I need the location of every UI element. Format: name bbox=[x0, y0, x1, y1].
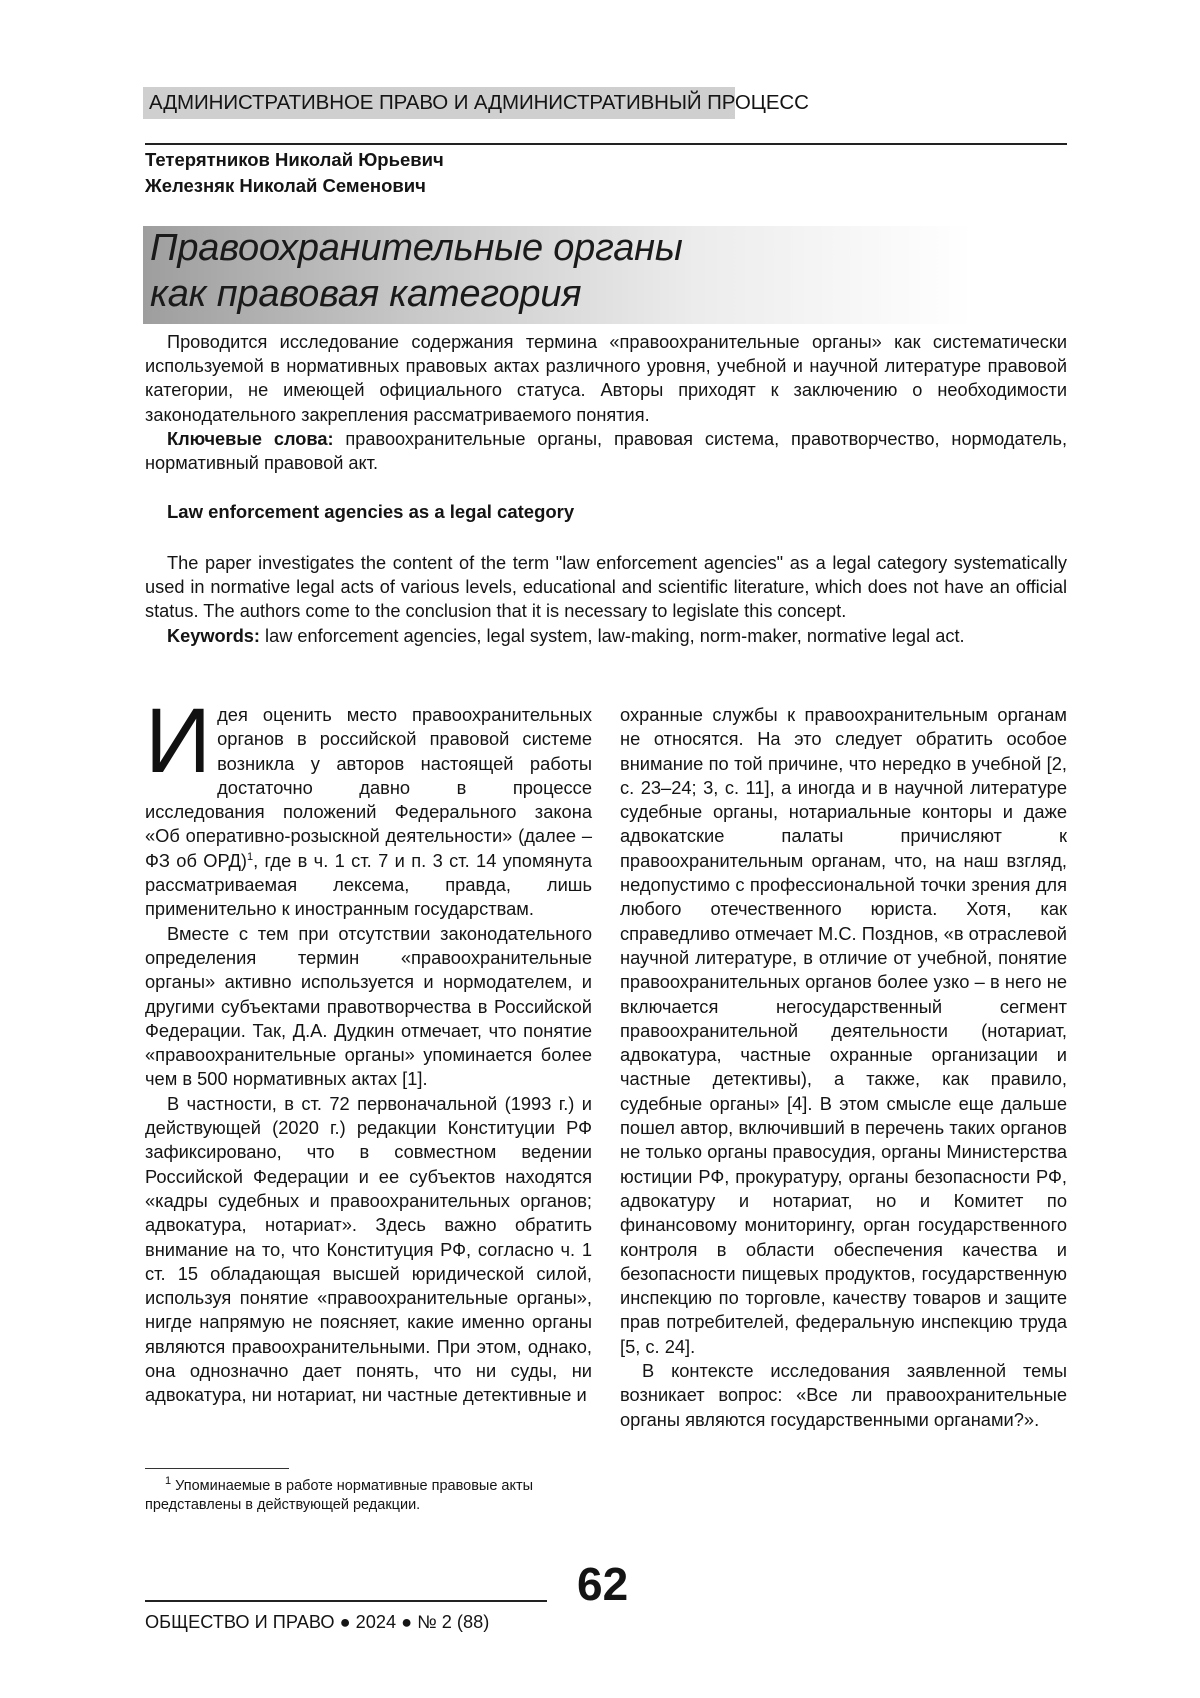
body-paragraph: В частности, в ст. 72 первоначальной (1993 г.) и действующей (2020 г.) редакции Конституции РФ зафиксировано, что в совместном ведении Российской Федерации и ее субъектов находятся «кадры судебных и правоохранительных органов; адвокатура, нотариат». Здесь важно обратить внимание на то, что Конституция РФ, согласно ч. 1 ст. 15 обладающая высшей юридической силой, используя понятие «правоохранительные органы», нигде напрямую не поясняет, какие именно органы являются правоохранительными. При этом, однако, она однозначно дает понять, что ни суды, ни адвокатура, ни нотариат, ни частные детективные и bbox=[145, 1092, 592, 1406]
body-paragraph: охранные службы к правоохранительным органам не относятся. На это следует обратить особое внимание по той причине, что нередко в учебной [2, с. 23–24; 3, с. 11], а иногда и в научной литературе судебные органы, нотариальные конторы и даже адвокатские палаты причисляют к правоохранительным органам, что, на наш взгляд, недопустимо с профессиональной точки зрения для любого отечественного юриста. Хотя, как справедливо отмечает М.С. Позднов, «в отраслевой научной литературе, в отличие от учебной, понятие правоохранительных органов более узко – в него не включается негосударственный сегмент правоохранительной деятельности (нотариат, адвокатура, частные охранные организации и частные детективы), а также, как правило, судебные органы» [4]. В этом смысле еще дальше пошел автор, включивший в перечень таких органов не только органы правосудия, органы Министерства юстиции РФ, прокуратуру, органы безопасности РФ, адвокатуру и нотариат, но и Комитет по финансовому мониторингу, орган государственного контроля в области обеспечения качества и безопасности пищевых продуктов, государственную инспекцию по торговле, качеству товаров и защите прав потребителей, федеральную инспекцию труда [5, с. 24]. bbox=[620, 704, 1067, 1357]
author-name: Тетерятников Николай Юрьевич bbox=[145, 149, 444, 170]
footnote-mark: 1 bbox=[165, 1475, 172, 1488]
keywords-text-en: law enforcement agencies, legal system, law-making, norm-maker, normative legal act. bbox=[265, 625, 965, 646]
footnote-rule bbox=[145, 1468, 289, 1469]
body-column-right bbox=[620, 703, 1067, 1432]
keywords-label-en: Keywords: bbox=[167, 625, 260, 646]
article-title bbox=[150, 225, 683, 317]
page-number: 62 bbox=[577, 1558, 629, 1610]
abstract-en bbox=[145, 551, 1067, 648]
authors bbox=[145, 147, 444, 199]
title-line: Правоохранительные органы bbox=[150, 227, 683, 269]
english-title: Law enforcement agencies as a legal category bbox=[167, 501, 575, 522]
title-line: как правовая категория bbox=[150, 273, 582, 315]
abstract-ru bbox=[145, 330, 1067, 475]
keywords-ru bbox=[145, 427, 1067, 475]
journal-info: ОБЩЕСТВО И ПРАВО ● 2024 ● № 2 (88) bbox=[145, 1612, 490, 1632]
footnote-text: Упоминаемые в работе нормативные правовые акты представлены в действующей редакции. bbox=[145, 1478, 534, 1513]
abstract-text-en: The paper investigates the content of the term "law enforcement agencies" as a legal category systematically used in normative legal acts of various levels, educational and scientific literature, which does not have an official status. The authors come to the conclusion that it is necessary to legislate this concept. bbox=[145, 553, 1067, 622]
body-paragraph: Идея оценить место правоохранительных органов в российской правовой системе возникла у авторов настоящей работы достаточно давно в процессе исследования положений Федерального закона «Об оперативно-розыскной деятельности» (далее – ФЗ об ОРД)$^1$, где в ч. 1 ст. 7 и п. 3 ст. 14 упомянута рассматриваемая лексема, правда, лишь применительно к иностранным государствам. bbox=[145, 690, 592, 920]
drop-cap: И bbox=[145, 690, 212, 792]
footnote-ref: 1 bbox=[246, 850, 254, 863]
footnote bbox=[145, 1477, 592, 1515]
header-rule bbox=[145, 143, 1067, 145]
keywords-label: Ключевые слова: bbox=[167, 428, 334, 449]
body-paragraph: В контексте исследования заявленной темы возникает вопрос: «Все ли правоохранительные органы являются государственными органами?». bbox=[620, 1360, 1067, 1430]
body-column-left bbox=[145, 690, 592, 1408]
keywords-en bbox=[145, 624, 1067, 648]
author-name: Железняк Николай Семенович bbox=[145, 175, 426, 196]
footer-rule bbox=[145, 1600, 547, 1602]
abstract-text: Проводится исследование содержания термина «правоохранительные органы» как систематически используемой в нормативных правовых актах различного уровня, учебной и научной литературе правовой категории, не имеющей официального статуса. Авторы приходят к заключению о необходимости законодательного закрепления рассматриваемого понятия. bbox=[145, 332, 1067, 425]
keywords-text: правоохранительные органы, правовая система, правотворчество, нормодатель, нормативный правовой акт. bbox=[145, 428, 1068, 474]
section-header: АДМИНИСТРАТИВНОЕ ПРАВО И АДМИНИСТРАТИВНЫЙ ПРОЦЕСС bbox=[149, 91, 809, 114]
body-paragraph: Вместе с тем при отсутствии законодательного определения термин «правоохранительные органы» активно используется и нормодателем, и другими субъектами правотворчества в Российской Федерации. Так, Д.А. Дудкин отмечает, что понятие «правоохранительные органы» упоминается более чем в 500 нормативных актах [1]. bbox=[145, 922, 592, 1090]
